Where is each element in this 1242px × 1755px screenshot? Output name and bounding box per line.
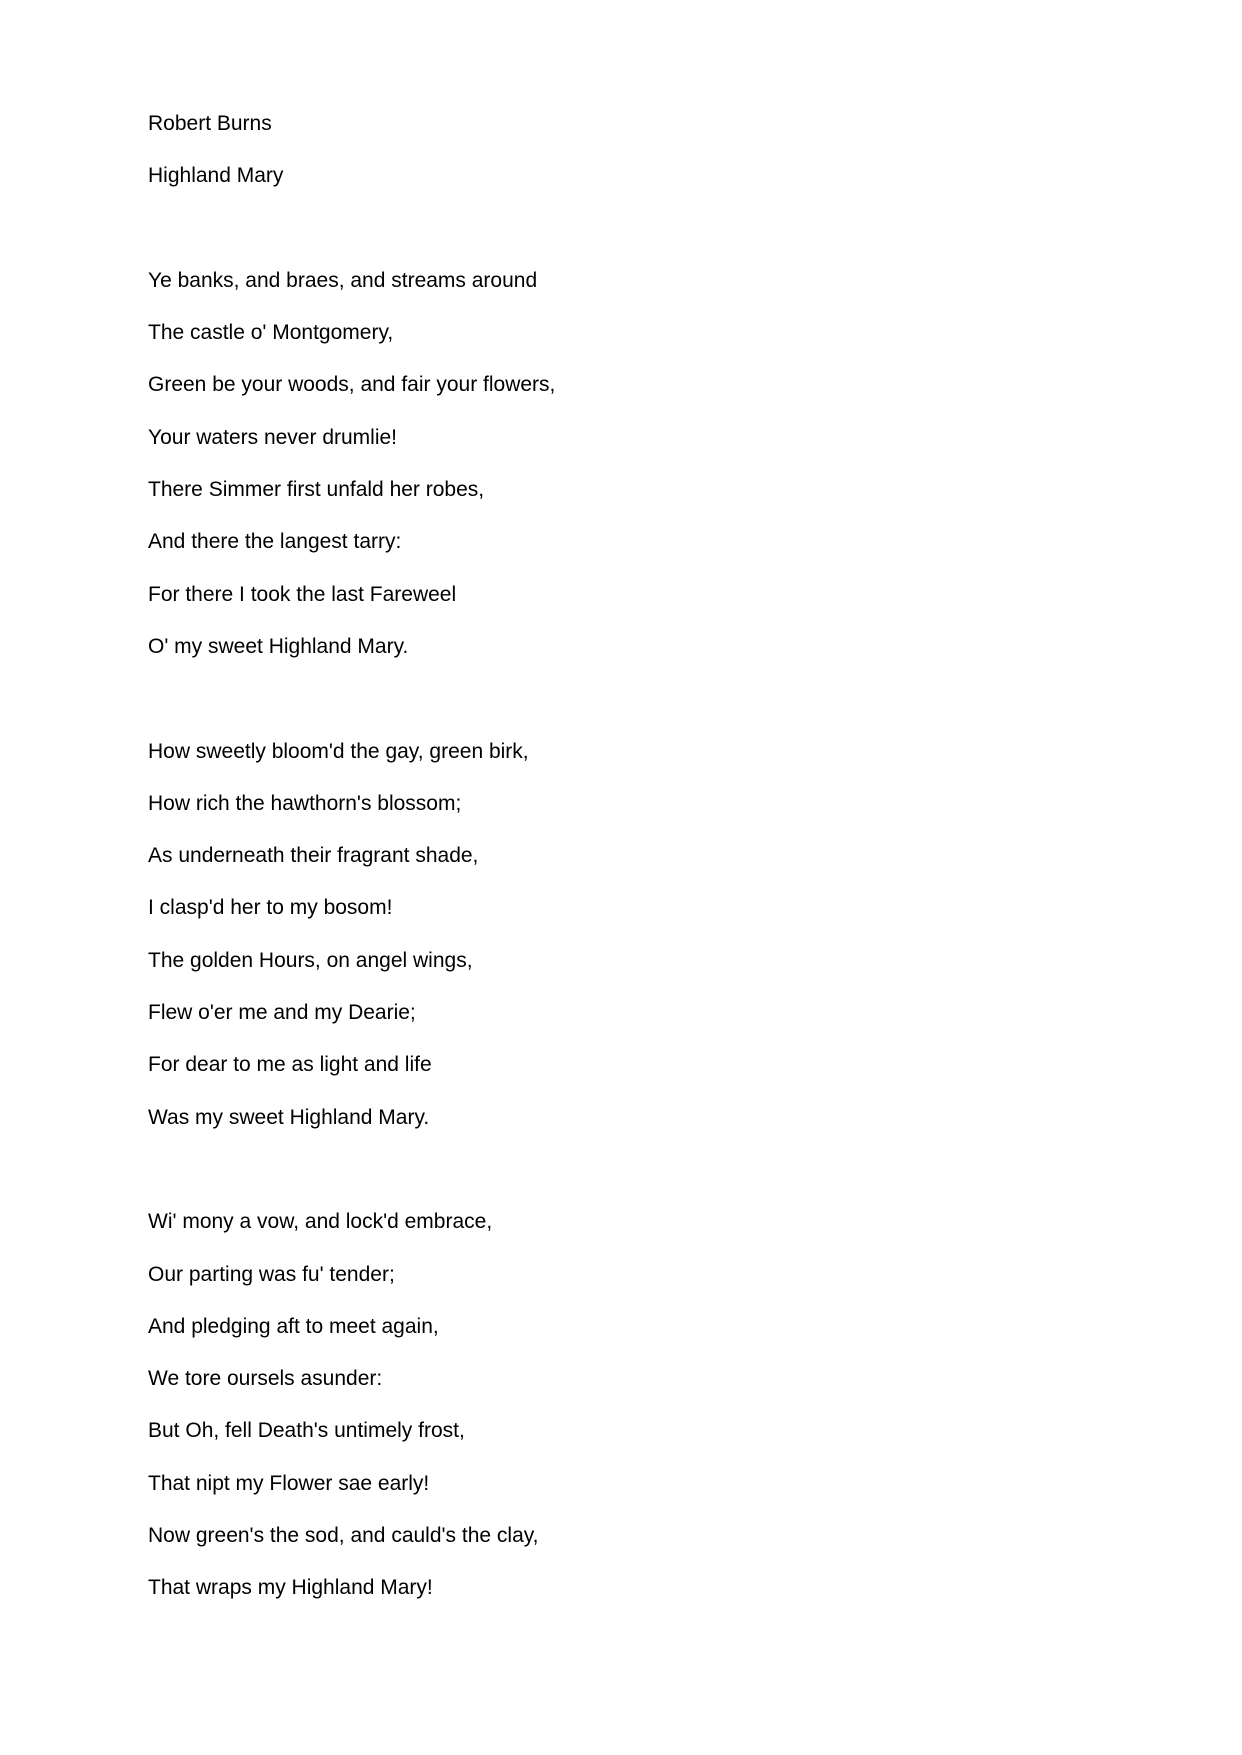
- poem-line: And pledging aft to meet again,: [148, 1314, 439, 1338]
- poem-line: For dear to me as light and life: [148, 1053, 432, 1077]
- poem-title: Highland Mary: [148, 164, 284, 188]
- poem-line: Wi' mony a vow, and lock'd embrace,: [148, 1210, 493, 1234]
- poem-line: Your waters never drumlie!: [148, 425, 398, 449]
- poem-text: [148, 110, 555, 1627]
- poem-line: How sweetly bloom'd the gay, green birk,: [148, 739, 529, 763]
- blank-line: [148, 215, 555, 267]
- poem-line: There Simmer first unfald her robes,: [148, 478, 485, 502]
- poem-line: Green be your woods, and fair your flowers,: [148, 373, 556, 397]
- poem-line: The golden Hours, on angel wings,: [148, 948, 473, 972]
- poem-line: We tore oursels asunder:: [148, 1367, 383, 1391]
- poem-line: Flew o'er me and my Dearie;: [148, 1001, 416, 1025]
- stanza-2: [148, 738, 555, 1156]
- poem-line: I clasp'd her to my bosom!: [148, 896, 393, 920]
- poem-line: Our parting was fu' tender;: [148, 1262, 395, 1286]
- poem-line: O' my sweet Highland Mary.: [148, 634, 409, 658]
- poem-line: Ye banks, and braes, and streams around: [148, 268, 538, 292]
- poem-line: And there the langest tarry:: [148, 530, 402, 554]
- poem-line: Was my sweet Highland Mary.: [148, 1105, 430, 1129]
- poem-line: That wraps my Highland Mary!: [148, 1576, 433, 1600]
- poem-line: That nipt my Flower sae early!: [148, 1471, 430, 1495]
- stanza-1: [148, 267, 555, 685]
- blank-line: [148, 685, 555, 737]
- poem-line: The castle o' Montgomery,: [148, 321, 394, 345]
- poem-line: How rich the hawthorn's blossom;: [148, 791, 462, 815]
- poem-line: But Oh, fell Death's untimely frost,: [148, 1419, 465, 1443]
- poem-author: Robert Burns: [148, 112, 272, 135]
- blank-line: [148, 1156, 555, 1208]
- stanza-3: [148, 1208, 555, 1626]
- poem-line: For there I took the last Fareweel: [148, 582, 457, 606]
- poem-line: Now green's the sod, and cauld's the clay,: [148, 1524, 539, 1548]
- poem-line: As underneath their fragrant shade,: [148, 844, 479, 868]
